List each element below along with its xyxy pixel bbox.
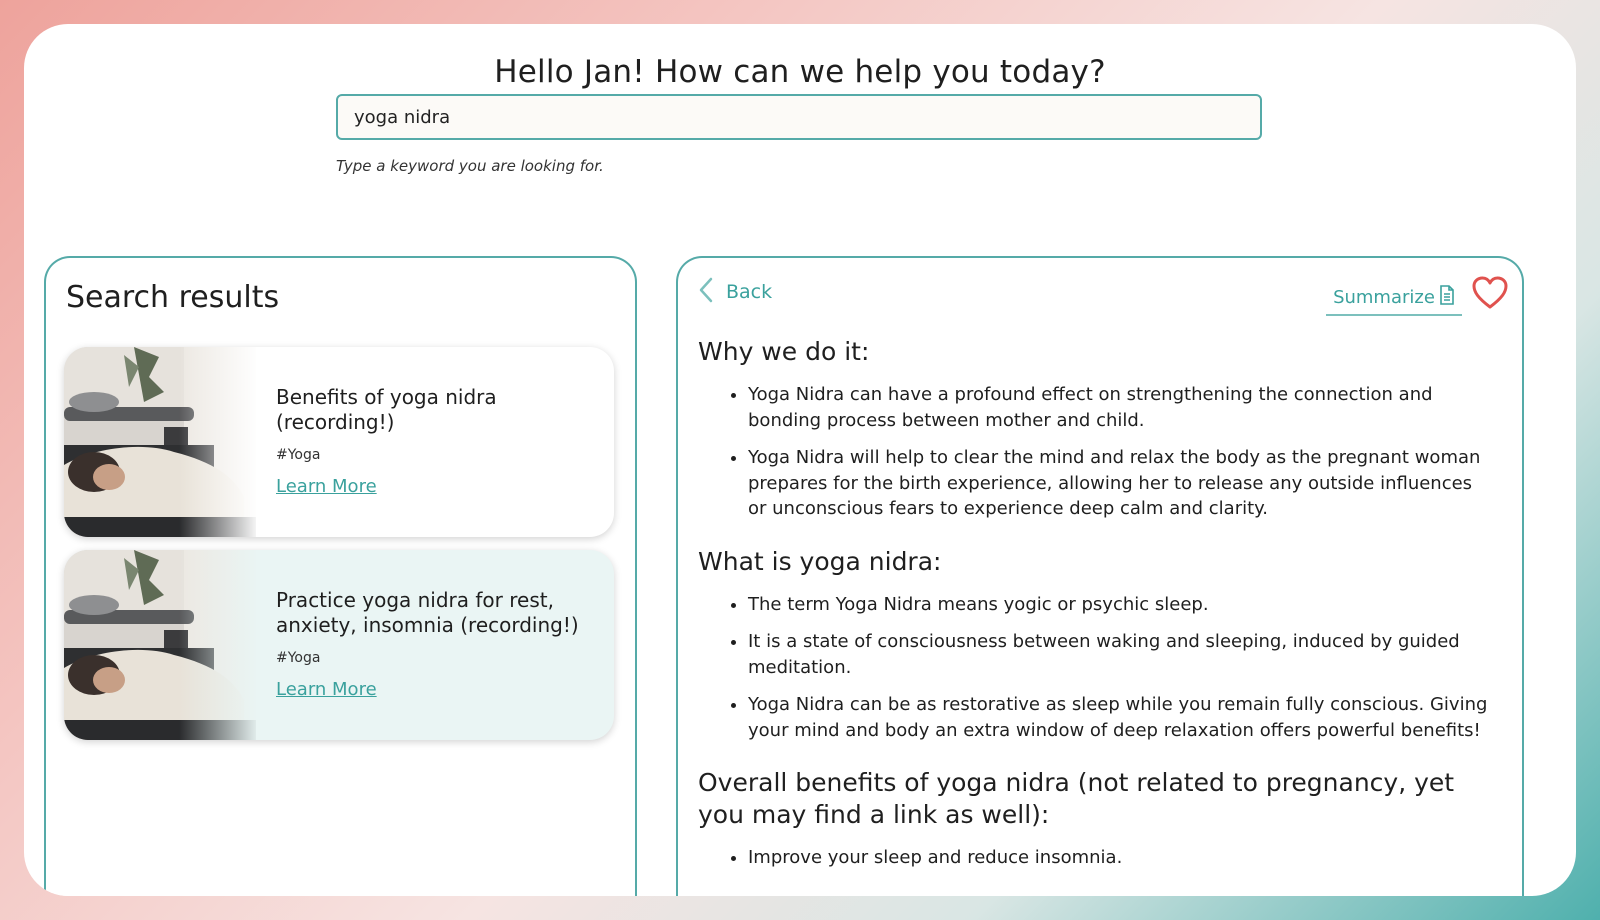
list-item: • Yoga Nidra can be as restorative as sleep while you remain fully conscious. Giving your mind and body an extra window of deep relaxation offers powerful benefits! bbox=[748, 692, 1488, 743]
list-item: • Yoga Nidra will help to clear the mind and relax the body as the pregnant woman prepares for the birth experience, allowing her to release any outside influences or unconscious fears to experience deep calm and clarity. bbox=[748, 445, 1488, 522]
section-list bbox=[698, 845, 1488, 871]
result-thumbnail bbox=[64, 550, 256, 740]
list-item: • It is a state of consciousness between waking and sleeping, induced by guided meditation. bbox=[748, 629, 1488, 680]
summarize-label: Summarize bbox=[1333, 286, 1435, 308]
list-item: • Yoga Nidra can have a profound effect on strengthening the connection and bonding process between mother and child. bbox=[748, 382, 1488, 433]
section-list bbox=[698, 382, 1488, 522]
search-input[interactable] bbox=[338, 96, 1260, 138]
search-box[interactable] bbox=[336, 94, 1262, 140]
list-item: • The term Yoga Nidra means yogic or psychic sleep. bbox=[748, 592, 1488, 618]
greeting-heading: Hello Jan! How can we help you today? bbox=[494, 54, 1106, 90]
article-panel bbox=[676, 256, 1524, 896]
back-button[interactable] bbox=[698, 278, 772, 306]
article-content bbox=[698, 336, 1488, 895]
learn-more-link[interactable]: Learn More bbox=[276, 679, 377, 700]
result-title: Practice yoga nidra for rest, anxiety, insomnia (recording!) bbox=[276, 588, 579, 637]
back-label: Back bbox=[726, 281, 773, 303]
section-heading: Why we do it: bbox=[698, 337, 870, 366]
app-window bbox=[24, 24, 1576, 896]
result-tag: #Yoga bbox=[276, 650, 321, 666]
result-title: Benefits of yoga nidra (recording!) bbox=[276, 385, 497, 434]
result-tag: #Yoga bbox=[276, 447, 321, 463]
search-results-panel bbox=[44, 256, 637, 896]
search-hint: Type a keyword you are looking for. bbox=[336, 157, 604, 175]
favorite-button[interactable] bbox=[1472, 276, 1508, 314]
list-item: • Improve your sleep and reduce insomnia. bbox=[748, 845, 1488, 871]
result-card[interactable] bbox=[64, 347, 614, 537]
heart-icon bbox=[1472, 295, 1508, 314]
summarize-button[interactable] bbox=[1326, 280, 1462, 316]
result-card[interactable] bbox=[64, 550, 614, 740]
section-heading: What is yoga nidra: bbox=[698, 546, 942, 576]
learn-more-link[interactable]: Learn More bbox=[276, 476, 377, 497]
chevron-left-icon bbox=[698, 277, 714, 308]
result-thumbnail bbox=[64, 347, 256, 537]
document-icon bbox=[1439, 285, 1455, 310]
search-results-title: Search results bbox=[66, 280, 280, 315]
section-heading: Overall benefits of yoga nidra (not related to pregnancy, yet you may find a link as well): bbox=[698, 768, 1455, 829]
section-list bbox=[698, 592, 1488, 744]
